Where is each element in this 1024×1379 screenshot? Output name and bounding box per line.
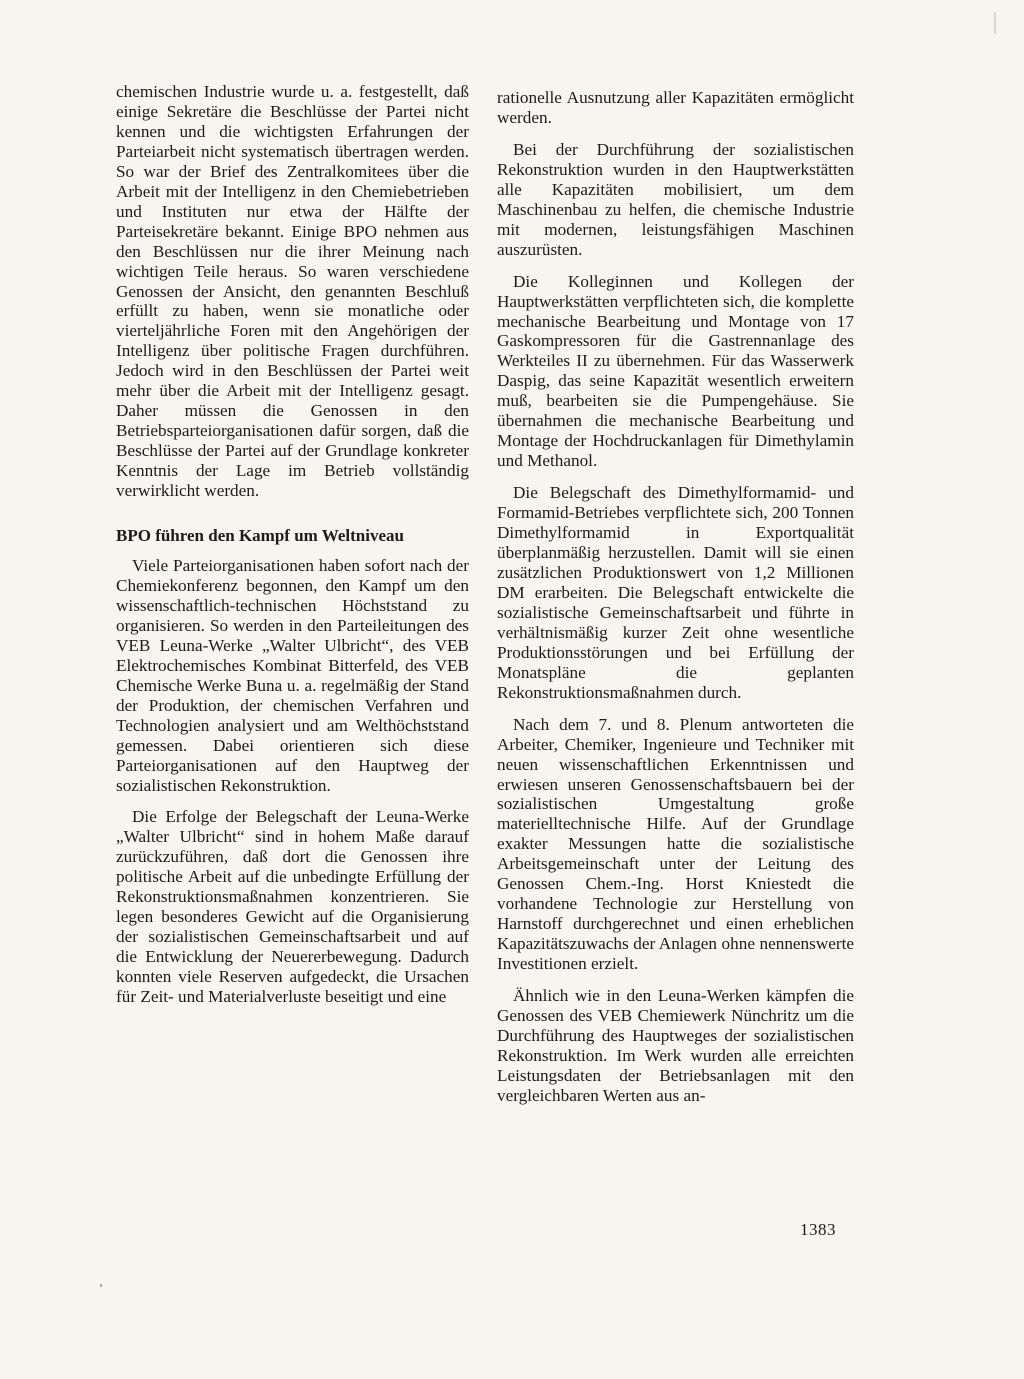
paragraph: Die Erfolge der Belegschaft der Leuna-Werke „Walter Ulbricht“ sind in hohem Maße darauf zurückzuführen, daß dort die Genossen ihre politische Arbeit auf die unbedingte Erfüllung der Rekonstruktionsmaßnahmen konzentrieren. Sie legen besonderes Gewicht auf die Organisierung der sozialistischen Gemeinschaftsarbeit und auf die Entwicklung der Neuererbewegung. Dadurch konnten viele Reserven aufgedeckt, die Ursachen für Zeit- und Materialverluste beseitigt und eine: [116, 807, 469, 1007]
paragraph: Die Kolleginnen und Kollegen der Hauptwerkstätten verpflichteten sich, die komplette mechanische Bearbeitung und Montage von 17 Gaskompressoren für die Gastrennanlage des Werkteiles II zu übernehmen. Für das Wasserwerk Daspig, das seine Kapazität wesentlich erweitern muß, bearbeiten sie die Pumpengehäuse. Sie übernahmen die mechanische Bearbeitung und Montage der Hochdruckanlagen für Dimethylamin und Methanol.: [497, 271, 854, 471]
paragraph: Ähnlich wie in den Leuna-Werken kämpfen die Genossen des VEB Chemiewerk Nünchritz um die Durchführung des Hauptweges der sozialistischen Rekonstruktion. Im Werk wurden alle erreichten Leistungsdaten der Betriebsanlagen mit den vergleichbaren Werten aus an-: [497, 986, 854, 1105]
scan-speck: [994, 12, 996, 34]
left-column: [116, 82, 469, 1019]
paragraph: chemischen Industrie wurde u. a. festgestellt, daß einige Sekretäre die Beschlüsse der Partei nicht kennen und die wichtigsten Erfahrungen der Parteiarbeit nicht systematisch übertragen werden. So war der Brief des Zentralkomitees über die Arbeit mit der Intelligenz in den Chemiebetrieben und Instituten nur etwa der Hälfte der Parteisekretäre bekannt. Einige BPO nehmen aus den Beschlüssen nur die ihrer Meinung nach wichtigen Teile heraus. So waren verschiedene Genossen der Ansicht, den genannten Beschluß erfüllt zu haben, wenn sie monatliche oder vierteljährliche Foren mit den Angehörigen der Intelligenz über politische Fragen durchführen. Jedoch wird in den Beschlüssen der Partei weit mehr über die Arbeit mit der Intelligenz gesagt. Daher müssen die Genossen in den Betriebsparteiorganisationen dafür sorgen, daß die Beschlüsse der Partei auf der Grundlage konkreter Kenntnis der Lage im Betrieb vollständig verwirklicht werden.: [116, 82, 469, 501]
right-column: [497, 88, 854, 1118]
paragraph: rationelle Ausnutzung aller Kapazitäten ermöglicht werden.: [497, 88, 854, 127]
section-heading: BPO führen den Kampf um Weltniveau: [116, 526, 404, 546]
paragraph: Nach dem 7. und 8. Plenum antworteten die Arbeiter, Chemiker, Ingenieure und Techniker mit neuen wissenschaftlichen Erkenntnissen und erwiesen unseren Genossenschaftsbauern bei der sozialistischen Umgestaltung große materielltechnische Hilfe. Auf der Grundlage exakter Messungen hatte die sozialistische Arbeitsgemeinschaft unter der Leitung des Genossen Chem.-Ing. Horst Kniestedt die vorhandene Technologie zur Herstellung von Harnstoff durchgerechnet und einen erheblichen Kapazitätszuwachs der Anlagen ohne nennenswerte Investitionen erzielt.: [497, 714, 854, 974]
scan-speck: [100, 1284, 102, 1287]
page-number: 1383: [800, 1220, 836, 1239]
paragraph: Bei der Durchführung der sozialistischen Rekonstruktion wurden in den Hauptwerkstätten alle Kapazitäten mobilisiert, um dem Maschinenbau zu helfen, die chemische Industrie mit modernen, leistungsfähigen Maschinen auszurüsten.: [497, 139, 854, 259]
paragraph: Die Belegschaft des Dimethylformamid- und Formamid-Betriebes verpflichtete sich, 200 Tonnen Dimethylformamid in Exportqualität überplanmäßig herzustellen. Damit will sie einen zusätzlichen Produktionswert von 1,2 Millionen DM erarbeiten. Die Belegschaft entwickelte die sozialistische Gemeinschaftsarbeit und führte in verhältnismäßig kurzer Zeit ohne wesentliche Produktionsstörungen und bei Erfüllung der Monatspläne die geplanten Rekonstruktionsmaßnahmen durch.: [497, 483, 854, 702]
paragraph: Viele Parteiorganisationen haben sofort nach der Chemiekonferenz begonnen, den Kampf um den wissenschaftlich-technischen Höchststand zu organisieren. So werden in den Parteileitungen des VEB Leuna-Werke „Walter Ulbricht“, des VEB Elektrochemisches Kombinat Bitterfeld, des VEB Chemische Werke Buna u. a. regelmäßig der Stand der Produktion, der chemischen Verfahren und Technologien analysiert und am Welthöchststand gemessen. Dabei orientieren sich diese Parteiorganisationen auf den Hauptweg der sozialistischen Rekonstruktion.: [116, 556, 469, 795]
